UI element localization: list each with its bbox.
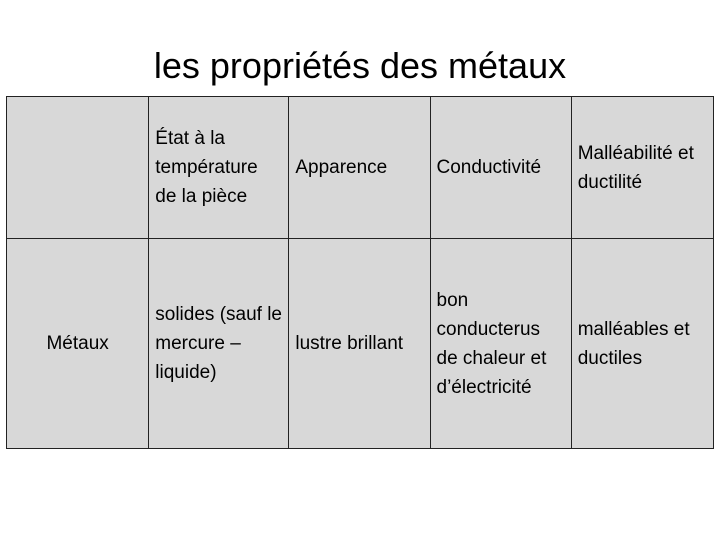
properties-table — [6, 96, 714, 449]
header-malleability: Malléabilité et ductilité — [571, 97, 713, 239]
cell-conductivity: bon conducterus de chaleur et d’électricité — [430, 239, 571, 449]
header-empty-cell — [7, 97, 149, 239]
slide-title: les propriétés des métaux — [153, 45, 567, 86]
table-header-row — [7, 97, 714, 239]
cell-state: solides (sauf le mercure – liquide) — [149, 239, 289, 449]
header-appearance: Apparence — [289, 97, 430, 239]
table-row — [7, 239, 714, 449]
header-state: État à la température de la pièce — [149, 97, 289, 239]
row-label-metals: Métaux — [7, 239, 149, 449]
cell-malleability: malléables et ductiles — [571, 239, 713, 449]
header-conductivity: Conductivité — [430, 97, 571, 239]
cell-appearance: lustre brillant — [289, 239, 430, 449]
